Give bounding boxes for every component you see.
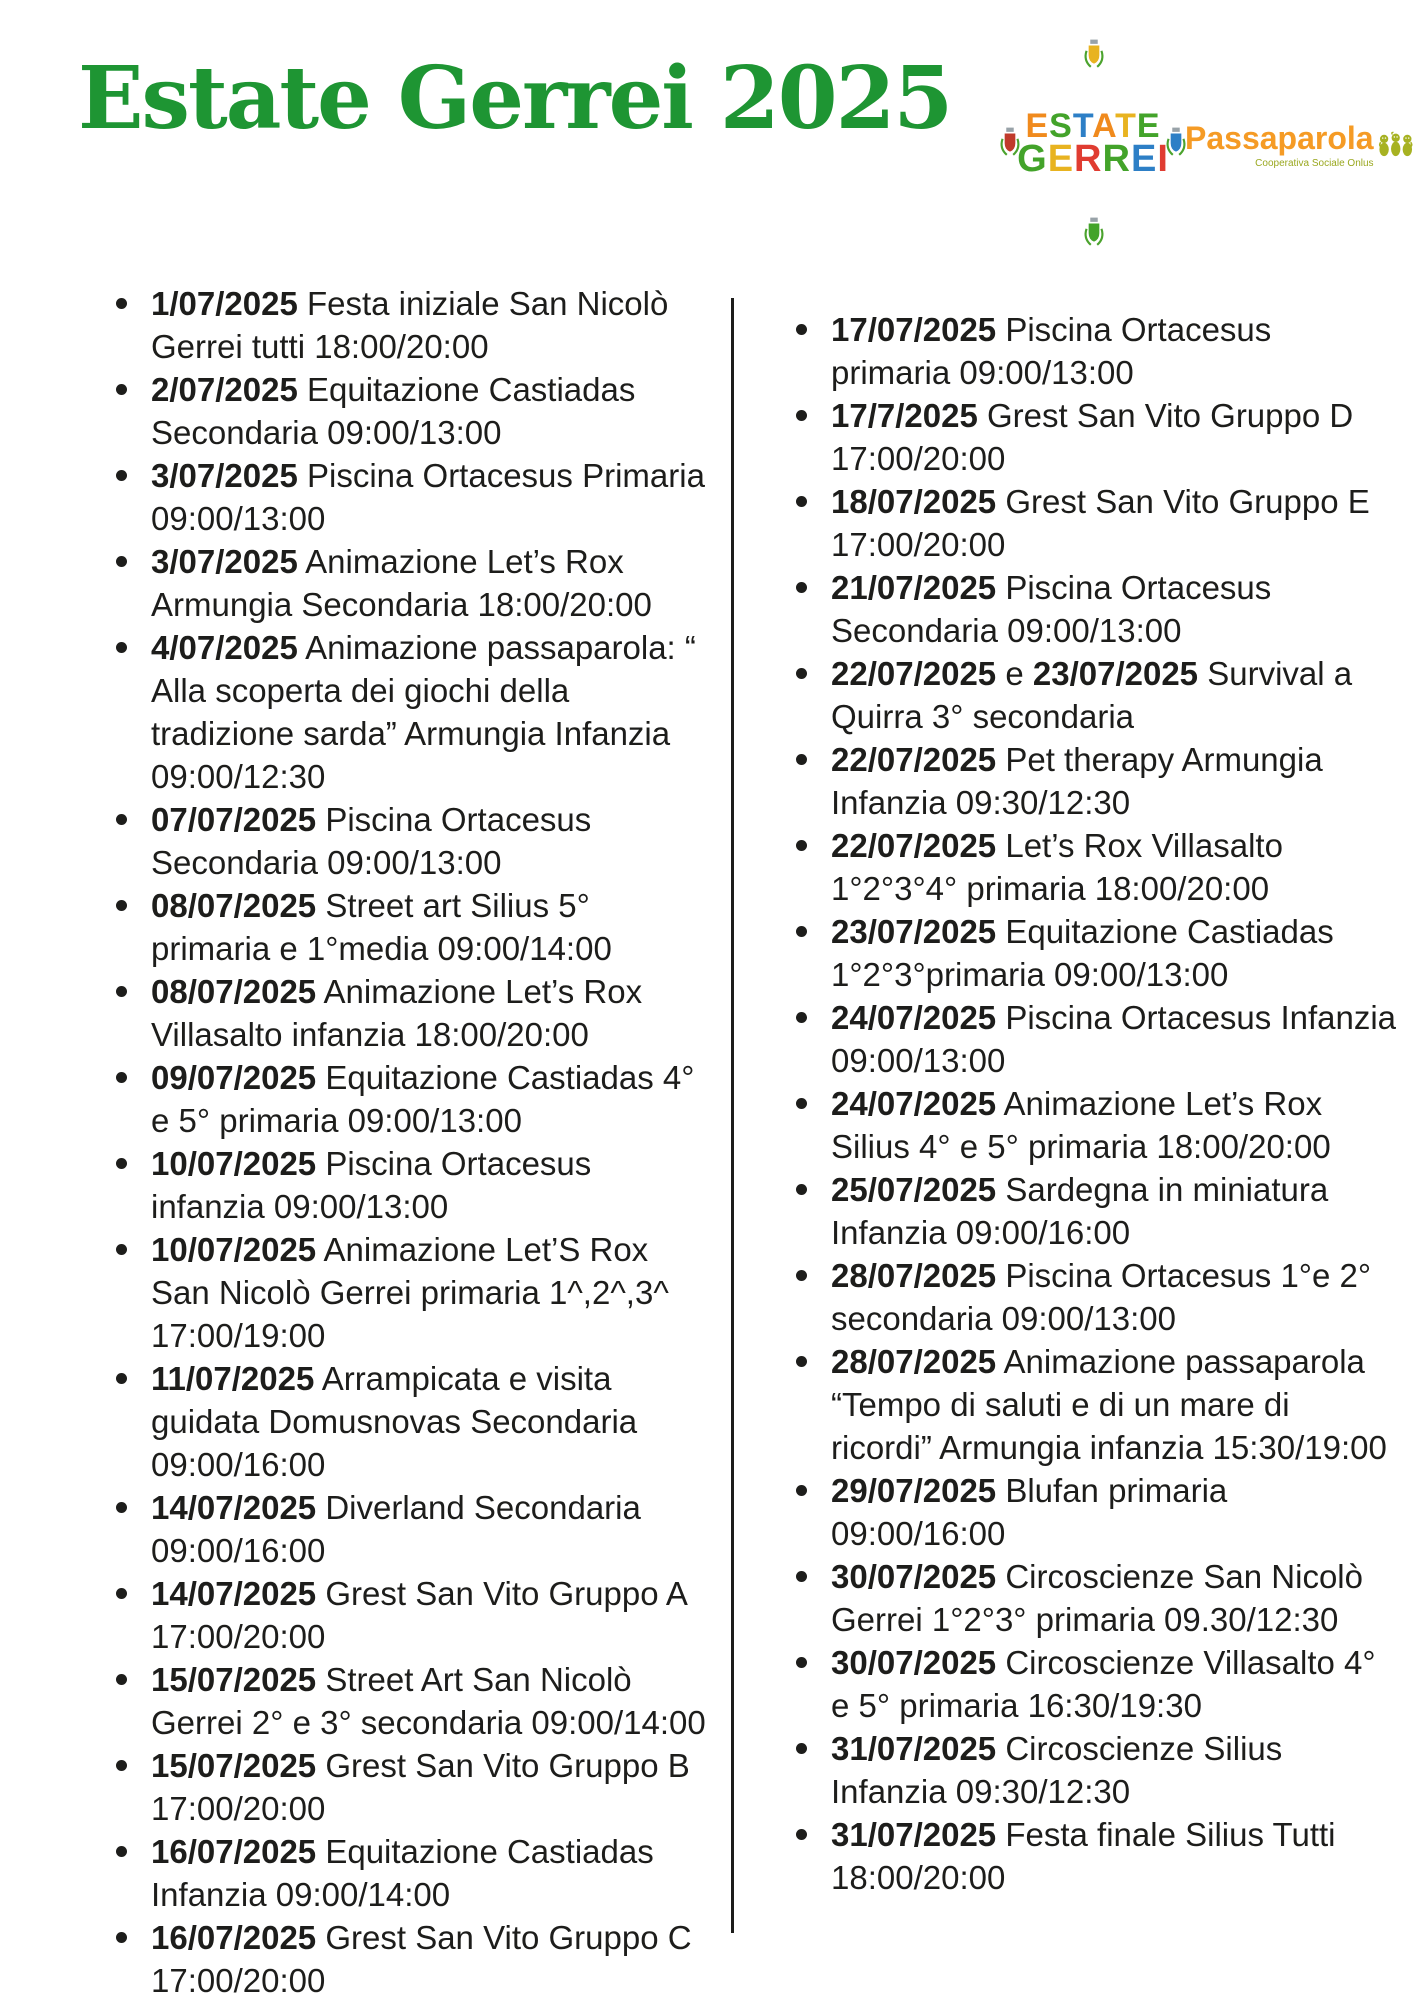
event-description: Piscina Ortacesus Secondaria 09:00/13:00 — [831, 569, 1272, 649]
logo-letter: T — [1115, 106, 1137, 145]
event-item — [783, 1168, 1398, 1254]
event-description: Piscina Ortacesus Secondaria 09:00/13:00 — [151, 801, 592, 881]
event-item — [783, 738, 1398, 824]
event-date: 25/07/2025 — [831, 1171, 997, 1208]
event-item — [783, 1469, 1398, 1555]
event-date: 14/07/2025 — [151, 1489, 317, 1526]
event-item — [103, 1572, 708, 1658]
event-item — [103, 1744, 708, 1830]
event-description: Equitazione Castiadas 4° e 5° primaria 09:00/13:00 — [151, 1059, 695, 1139]
logo-letter: G — [1017, 138, 1048, 181]
event-description: Survival a Quirra 3° secondaria — [831, 655, 1353, 735]
logo-letter: E — [1130, 138, 1158, 181]
event-item — [783, 394, 1398, 480]
logo-letter: E — [1025, 106, 1050, 145]
event-description: Piscina Ortacesus 1°e 2° secondaria 09:00/13:00 — [831, 1257, 1372, 1337]
event-date: 15/07/2025 — [151, 1661, 317, 1698]
event-item — [103, 970, 708, 1056]
logo-letter: E — [1047, 138, 1075, 181]
event-item — [103, 1056, 708, 1142]
event-date: 31/07/2025 — [831, 1816, 997, 1853]
event-date: 28/07/2025 — [831, 1343, 997, 1380]
event-description: Grest San Vito Gruppo A 17:00/20:00 — [151, 1575, 687, 1655]
event-date: 31/07/2025 — [831, 1730, 997, 1767]
event-date: 14/07/2025 — [151, 1575, 317, 1612]
event-date: 09/07/2025 — [151, 1059, 317, 1096]
logo-letter: R — [1074, 138, 1103, 181]
event-description: Equitazione Castiadas 1°2°3°primaria 09:00/13:00 — [831, 913, 1334, 993]
passaparola-logo-name: Passaparola — [1185, 119, 1374, 156]
event-date: 3/07/2025 — [151, 457, 298, 494]
event-item — [783, 308, 1398, 394]
event-item — [103, 626, 708, 798]
event-description: Animazione Let’s Rox Silius 4° e 5° primaria 18:00/20:00 — [831, 1085, 1331, 1165]
event-date: 10/07/2025 — [151, 1231, 317, 1268]
event-description: Street Art San Nicolò Gerrei 2° e 3° secondaria 09:00/14:00 — [151, 1661, 706, 1741]
event-item — [103, 1142, 708, 1228]
event-description: Animazione Let’S Rox San Nicolò Gerrei primaria 1^,2^,3^ 17:00/19:00 — [151, 1231, 669, 1354]
logo-letter: A — [1092, 106, 1116, 145]
event-date: 16/07/2025 — [151, 1833, 317, 1870]
event-date: 30/07/2025 — [831, 1644, 997, 1681]
events-column-left — [103, 282, 708, 2000]
event-item — [103, 1658, 708, 1744]
event-description: Grest San Vito Gruppo E 17:00/20:00 — [831, 483, 1370, 563]
event-description: Equitazione Castiadas Infanzia 09:00/14:00 — [151, 1833, 654, 1913]
event-description: Street art Silius 5° primaria e 1°media 09:00/14:00 — [151, 887, 612, 967]
event-description: Let’s Rox Villasalto 1°2°3°4° primaria 18:00/20:00 — [831, 827, 1283, 907]
event-item — [103, 884, 708, 970]
event-description: Sardegna in miniatura Infanzia 09:00/16:00 — [831, 1171, 1329, 1251]
event-description: Festa iniziale San Nicolò Gerrei tutti 18:00/20:00 — [151, 285, 669, 365]
municipal-crest-icon — [1081, 216, 1107, 248]
passaparola-logo — [1185, 100, 1413, 190]
event-item — [783, 566, 1398, 652]
event-date: 28/07/2025 — [831, 1257, 997, 1294]
event-date: 30/07/2025 — [831, 1558, 997, 1595]
event-description: Piscina Ortacesus infanzia 09:00/13:00 — [151, 1145, 592, 1225]
event-item — [103, 1830, 708, 1916]
event-description: Circoscienze San Nicolò Gerrei 1°2°3° primaria 09.30/12:30 — [831, 1558, 1363, 1638]
event-date: 23/07/2025 — [831, 913, 997, 950]
event-description: Diverland Secondaria 09:00/16:00 — [151, 1489, 641, 1569]
page-title: Estate Gerrei 2025 — [78, 48, 952, 149]
passaparola-logo-subtitle: Cooperativa Sociale Onlus — [1255, 157, 1374, 169]
event-date: 11/07/2025 — [151, 1360, 315, 1397]
event-item — [783, 996, 1398, 1082]
event-date: 29/07/2025 — [831, 1472, 997, 1509]
event-item — [103, 282, 708, 368]
column-divider — [731, 298, 734, 1933]
logo-letter: R — [1102, 138, 1131, 181]
event-description: Circoscienze Villasalto 4° e 5° primaria 16:30/19:30 — [831, 1644, 1376, 1724]
event-date: 17/07/2025 — [831, 311, 997, 348]
event-date: 08/07/2025 — [151, 973, 317, 1010]
event-date: 07/07/2025 — [151, 801, 317, 838]
event-item — [783, 1641, 1398, 1727]
event-item — [103, 1228, 708, 1357]
event-date: 22/07/2025 — [831, 655, 997, 692]
event-item — [783, 1340, 1398, 1469]
event-date: 3/07/2025 — [151, 543, 298, 580]
three-monkeys-icon — [1378, 109, 1413, 181]
logo-letter: T — [1072, 106, 1093, 145]
event-item — [103, 1357, 708, 1486]
event-item — [783, 824, 1398, 910]
event-date: 24/07/2025 — [831, 999, 997, 1036]
event-date: 21/07/2025 — [831, 569, 997, 606]
event-description: Animazione Let’s Rox Villasalto infanzia 18:00/20:00 — [151, 973, 643, 1053]
events-column-right — [783, 308, 1398, 1899]
event-description: Animazione passaparola: “ Alla scoperta dei giochi della tradizione sarda” Armungia Infanzia 09:00/12:30 — [151, 629, 696, 795]
event-description: Blufan primaria 09:00/16:00 — [831, 1472, 1228, 1552]
estate-gerrei-logo — [995, 38, 1195, 253]
event-date: 4/07/2025 — [151, 629, 298, 666]
event-item — [783, 1082, 1398, 1168]
event-date: 22/07/2025 — [831, 741, 997, 778]
municipal-crest-icon — [1081, 38, 1107, 70]
event-description: Grest San Vito Gruppo C 17:00/20:00 — [151, 1919, 692, 1999]
event-description: Grest San Vito Gruppo B 17:00/20:00 — [151, 1747, 690, 1827]
event-description: e — [996, 655, 1033, 692]
event-item — [783, 1813, 1398, 1899]
event-item — [783, 480, 1398, 566]
event-description: Grest San Vito Gruppo D 17:00/20:00 — [831, 397, 1354, 477]
event-item — [103, 798, 708, 884]
event-description: Piscina Ortacesus Infanzia 09:00/13:00 — [831, 999, 1397, 1079]
event-description: Circoscienze Silius Infanzia 09:30/12:30 — [831, 1730, 1283, 1810]
event-item — [783, 1254, 1398, 1340]
event-item — [103, 540, 708, 626]
event-description: Equitazione Castiadas Secondaria 09:00/13:00 — [151, 371, 636, 451]
event-date: 17/7/2025 — [831, 397, 978, 434]
event-item — [783, 652, 1398, 738]
event-description: Festa finale Silius Tutti 18:00/20:00 — [831, 1816, 1336, 1896]
event-item — [783, 1727, 1398, 1813]
event-description: Piscina Ortacesus primaria 09:00/13:00 — [831, 311, 1272, 391]
logo-letter: S — [1049, 106, 1073, 145]
event-item — [103, 454, 708, 540]
event-date: 23/07/2025 — [1032, 655, 1199, 692]
event-item — [783, 910, 1398, 996]
event-date: 24/07/2025 — [831, 1085, 997, 1122]
event-date: 10/07/2025 — [151, 1145, 317, 1182]
event-date: 1/07/2025 — [151, 285, 298, 322]
event-item — [103, 1916, 708, 2000]
event-date: 16/07/2025 — [151, 1919, 317, 1956]
event-date: 22/07/2025 — [831, 827, 997, 864]
event-date: 2/07/2025 — [151, 371, 298, 408]
event-description: Pet therapy Armungia Infanzia 09:30/12:30 — [831, 741, 1323, 821]
estate-gerrei-logo-line2 — [1017, 138, 1169, 181]
event-description: Animazione passaparola “Tempo di saluti e di un mare di ricordi” Armungia infanzia 15:30/19:00 — [831, 1343, 1387, 1466]
event-description: Animazione Let’s Rox Armungia Secondaria 18:00/20:00 — [151, 543, 652, 623]
event-date: 18/07/2025 — [831, 483, 997, 520]
event-item — [103, 368, 708, 454]
logo-letter: E — [1136, 106, 1161, 145]
event-item — [783, 1555, 1398, 1641]
event-description: Arrampicata e visita guidata Domusnovas Secondaria 09:00/16:00 — [151, 1360, 638, 1483]
estate-gerrei-logo-letters — [1017, 88, 1169, 200]
logo-letter: I — [1157, 138, 1169, 181]
event-description: Piscina Ortacesus Primaria 09:00/13:00 — [151, 457, 705, 537]
event-item — [103, 1486, 708, 1572]
event-date: 15/07/2025 — [151, 1747, 317, 1784]
event-date: 08/07/2025 — [151, 887, 317, 924]
